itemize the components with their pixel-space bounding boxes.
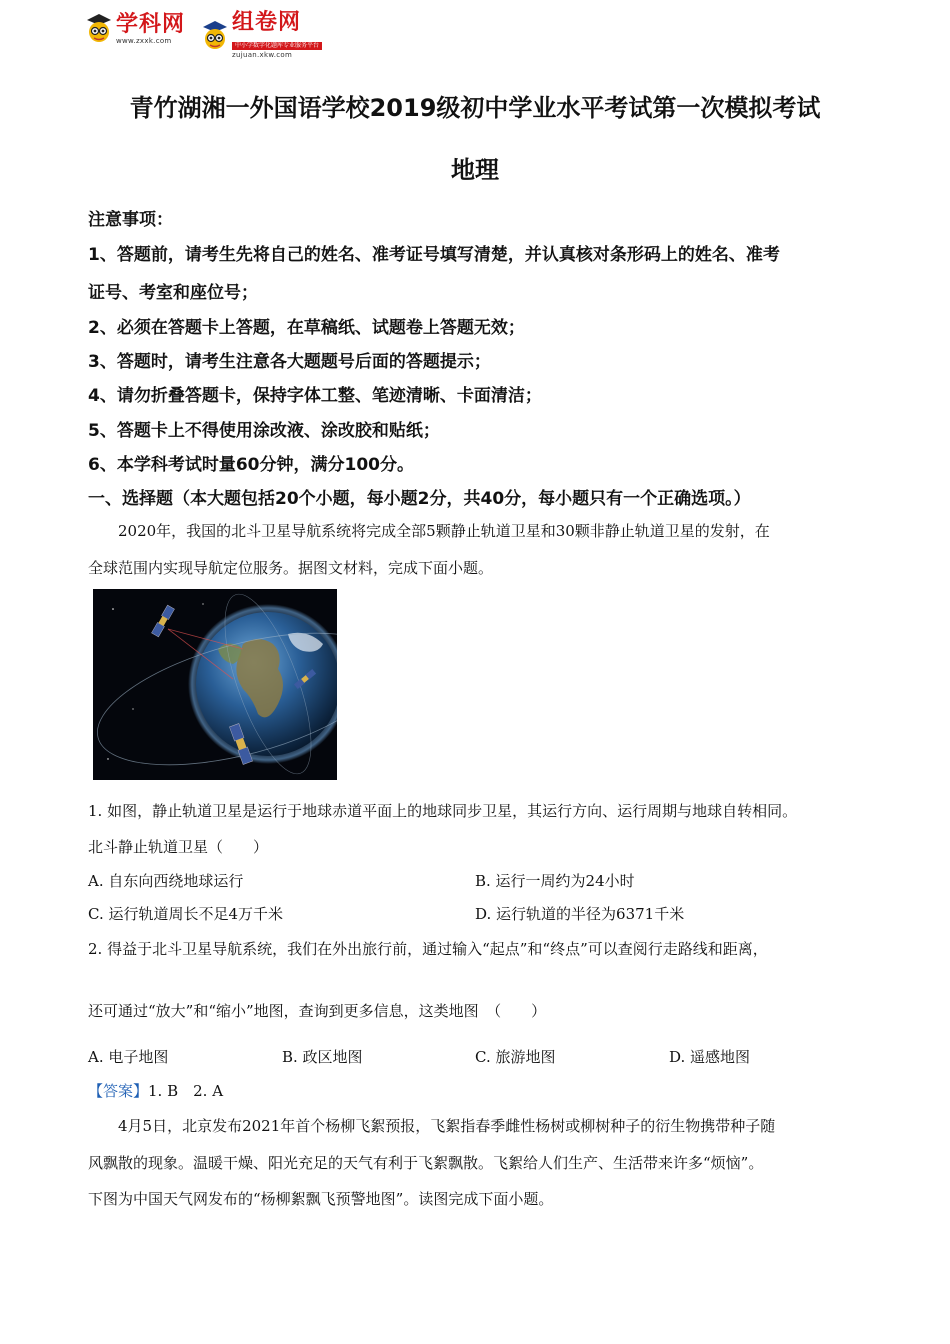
notice-heading: 注意事项： <box>88 210 173 230</box>
material-text: 风飘散的现象。温暖干燥、阳光充足的天气有利于飞絮飘散。飞絮给人们生产、生活带来许多“烦恼”。 <box>88 1154 764 1172</box>
notice-item: 1、答题前，请考生先将自己的姓名、准考证号填写清楚，并认真核对条形码上的姓名、准考 <box>88 245 780 265</box>
option-a[interactable]: A. 电子地图 <box>88 1048 169 1066</box>
exam-subject: 地理 <box>451 156 499 184</box>
notice-item: 5、答题卡上不得使用涂改液、涂改胶和贴纸； <box>88 421 440 441</box>
section-heading: 一、选择题（本大题包括20个小题，每小题2分，共40分，每小题只有一个正确选项。） <box>88 489 751 509</box>
answer-tag: 【答案】 <box>88 1082 149 1100</box>
xkw-logo-text: 学科网 <box>116 11 186 37</box>
material-text: 2020年，我国的北斗卫星导航系统将完成全部5颗静止轨道卫星和30颗非静止轨道卫星的发射，在 <box>118 522 770 540</box>
notice-item: 2、必须在答题卡上答题，在草稿纸、试题卷上答题无效； <box>88 318 525 338</box>
notice-item: 证号、考室和座位号； <box>88 283 258 303</box>
option-a[interactable]: A. 自东向西绕地球运行 <box>88 872 244 890</box>
question-stem: 2. 得益于北斗卫星导航系统，我们在外出旅行前，通过输入“起点”和“终点”可以查阅行走路线和距离， <box>88 940 768 958</box>
notice-item: 4、请勿折叠答题卡，保持字体工整、笔迹清晰、卡面清洁； <box>88 386 542 406</box>
option-d[interactable]: D. 遥感地图 <box>669 1048 751 1066</box>
answer-text: 1. B 2. A <box>148 1082 224 1100</box>
question-stem: 还可通过“放大”和“缩小”地图，查询到更多信息，这类地图 （ ） <box>88 1002 547 1020</box>
material-text: 全球范围内实现导航定位服务。据图文材料，完成下面小题。 <box>88 559 494 577</box>
notice-item: 3、答题时，请考生注意各大题题号后面的答题提示； <box>88 352 491 372</box>
satellite-earth-image <box>93 589 337 780</box>
exam-title: 青竹湖湘一外国语学校2019级初中学业水平考试第一次模拟考试 <box>129 94 821 122</box>
mascot-icon <box>200 19 230 53</box>
zjw-logo-text: 组卷网 <box>232 10 302 35</box>
earth-satellite-illustration <box>93 589 337 780</box>
question-stem: 北斗静止轨道卫星（ ） <box>88 838 269 856</box>
question-stem: 1. 如图，静止轨道卫星是运行于地球赤道平面上的地球同步卫星，其运行方向、运行周期与地球自转相同。 <box>88 802 798 820</box>
option-b[interactable]: B. 政区地图 <box>282 1048 363 1066</box>
option-c[interactable]: C. 运行轨道周长不足4万千米 <box>88 905 284 923</box>
notice-item: 6、本学科考试时量60分钟，满分100分。 <box>88 455 414 475</box>
zjw-logo-tagline: 中小学数字化题库专业服务平台 <box>232 42 322 50</box>
zjw-logo <box>200 12 322 59</box>
option-c[interactable]: C. 旅游地图 <box>475 1048 556 1066</box>
option-d[interactable]: D. 运行轨道的半径为6371千米 <box>475 905 685 923</box>
answer-line <box>88 1080 223 1101</box>
mascot-icon <box>84 12 114 46</box>
material-text: 下图为中国天气网发布的“杨柳絮飘飞预警地图”。读图完成下面小题。 <box>88 1190 554 1208</box>
option-b[interactable]: B. 运行一周约为24小时 <box>475 872 635 890</box>
xkw-logo-url: www.zxxk.com <box>116 36 172 45</box>
xkw-logo <box>84 12 185 46</box>
material-text: 4月5日，北京发布2021年首个杨柳飞絮预报，飞絮指春季雌性杨树或柳树种子的衍生物携带种子随 <box>118 1117 776 1135</box>
zjw-logo-url: zujuan.xkw.com <box>232 51 293 59</box>
